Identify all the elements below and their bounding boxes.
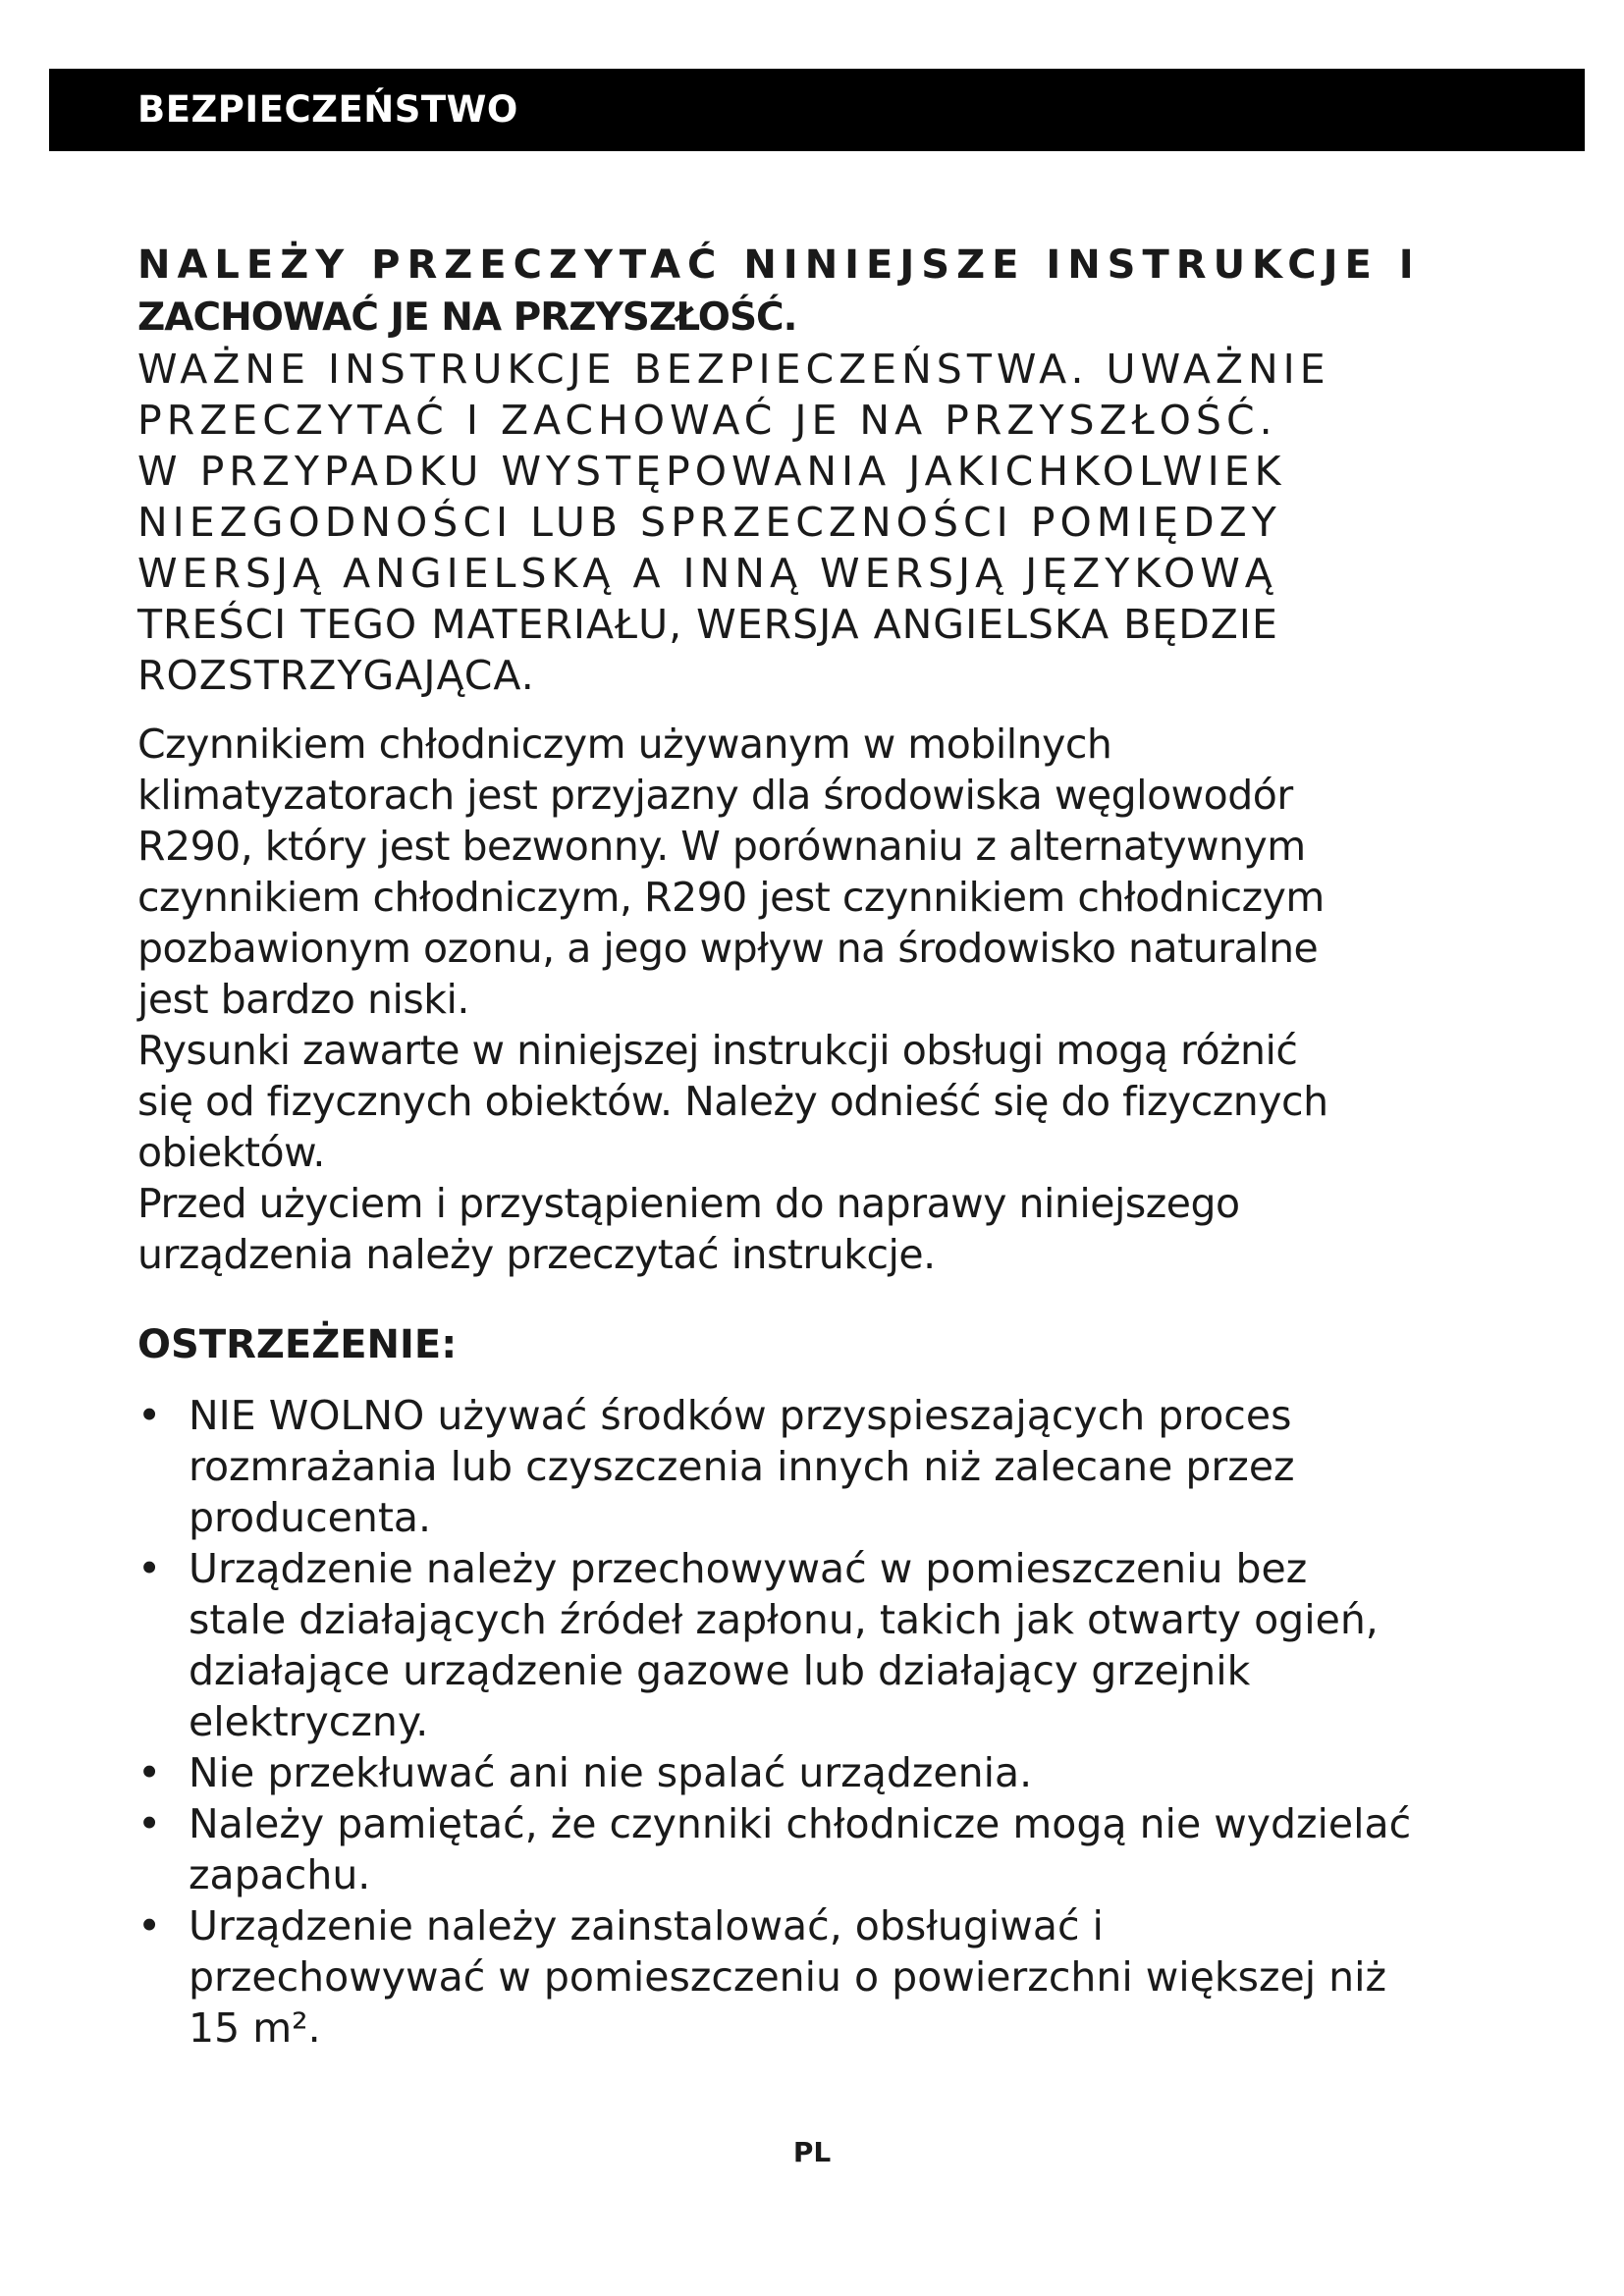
page-content <box>137 238 1512 2054</box>
warning-line: NIE WOLNO używać środków przyspieszających proces <box>189 1392 1292 1439</box>
section-title: BEZPIECZEŃSTWO <box>137 88 518 131</box>
warning-line: Urządzenie należy przechowywać w pomieszczeniu bez <box>189 1545 1308 1592</box>
important-line: NIEZGODNOŚCI LUB SPRZECZNOŚCI POMIĘDZY <box>137 499 1281 546</box>
paragraph-line: się od fizycznych obiektów. Należy odnieść się do fizycznych <box>137 1078 1328 1125</box>
before-use-paragraph <box>137 1178 1512 1280</box>
language-code-footer: PL <box>792 2136 832 2168</box>
important-line: ROZSTRZYGAJĄCA. <box>137 652 535 699</box>
important-line: PRZECZYTAĆ I ZACHOWAĆ JE NA PRZYSZŁOŚĆ. <box>137 397 1277 444</box>
warning-line: producenta. <box>189 1494 432 1541</box>
paragraph-line: obiektów. <box>137 1129 325 1176</box>
warning-line: stale działających źródeł zapłonu, takich jak otwarty ogień, <box>189 1596 1379 1643</box>
paragraph-line: Czynnikiem chłodniczym używanym w mobilnych <box>137 721 1112 768</box>
warning-title: OSTRZEŻENIE: <box>137 1322 458 1367</box>
paragraph-line: urządzenia należy przeczytać instrukcje. <box>137 1231 936 1278</box>
intro-heading-line-2: ZACHOWAĆ JE NA PRZYSZŁOŚĆ. <box>137 295 797 340</box>
refrigerant-paragraph <box>137 719 1512 1025</box>
warning-line: zapachu. <box>189 1851 371 1898</box>
warning-line: Nie przekłuwać ani nie spalać urządzenia. <box>189 1749 1033 1796</box>
paragraph-line: klimatyzatorach jest przyjazny dla środowiska węglowodór <box>137 772 1293 819</box>
important-line: WERSJĄ ANGIELSKĄ A INNĄ WERSJĄ JĘZYKOWĄ <box>137 550 1277 597</box>
paragraph-line: Rysunki zawarte w niniejszej instrukcji obsługi mogą różnić <box>137 1027 1298 1074</box>
important-line: W PRZYPADKU WYSTĘPOWANIA JAKICHKOLWIEK <box>137 448 1286 495</box>
warning-item <box>137 1390 1512 1543</box>
bullet-icon: • <box>137 1545 162 1592</box>
warning-line: Urządzenie należy zainstalować, obsługiwać i <box>189 1902 1104 1949</box>
bullet-icon: • <box>137 1392 162 1439</box>
warning-line: działające urządzenie gazowe lub działający grzejnik <box>189 1647 1251 1694</box>
warning-line: rozmrażania lub czyszczenia innych niż zalecane przez <box>189 1443 1295 1490</box>
bullet-icon: • <box>137 1800 162 1847</box>
important-instructions-block <box>137 344 1512 701</box>
section-header-bar <box>49 69 1585 151</box>
bullet-icon: • <box>137 1749 162 1796</box>
warning-item <box>137 1747 1512 1798</box>
warning-list <box>137 1390 1512 2054</box>
bullet-icon: • <box>137 1902 162 1949</box>
intro-heading-line-1: NALEŻY PRZECZYTAĆ NINIEJSZE INSTRUKCJE I <box>137 242 1421 288</box>
warning-line: elektryczny. <box>189 1698 429 1745</box>
warning-item <box>137 1900 1512 2054</box>
warning-line: 15 m². <box>189 2004 321 2052</box>
important-line: WAŻNE INSTRUKCJE BEZPIECZEŃSTWA. UWAŻNIE <box>137 346 1330 393</box>
paragraph-line: R290, który jest bezwonny. W porównaniu z alternatywnym <box>137 823 1306 870</box>
drawings-paragraph <box>137 1025 1512 1178</box>
warning-item <box>137 1543 1512 1747</box>
spacer <box>137 1372 1512 1390</box>
warning-line: przechowywać w pomieszczeniu o powierzchni większej niż <box>189 1953 1387 2001</box>
paragraph-line: czynnikiem chłodniczym, R290 jest czynnikiem chłodniczym <box>137 874 1325 921</box>
spacer <box>137 701 1512 719</box>
important-line: TREŚCI TEGO MATERIAŁU, WERSJA ANGIELSKA BĘDZIE <box>137 601 1278 648</box>
paragraph-line: Przed użyciem i przystąpieniem do naprawy niniejszego <box>137 1180 1240 1227</box>
spacer <box>137 1280 1512 1317</box>
paragraph-line: pozbawionym ozonu, a jego wpływ na środowisko naturalne <box>137 925 1319 972</box>
paragraph-line: jest bardzo niski. <box>137 976 469 1023</box>
warning-line: Należy pamiętać, że czynniki chłodnicze mogą nie wydzielać <box>189 1800 1412 1847</box>
warning-item <box>137 1798 1512 1900</box>
